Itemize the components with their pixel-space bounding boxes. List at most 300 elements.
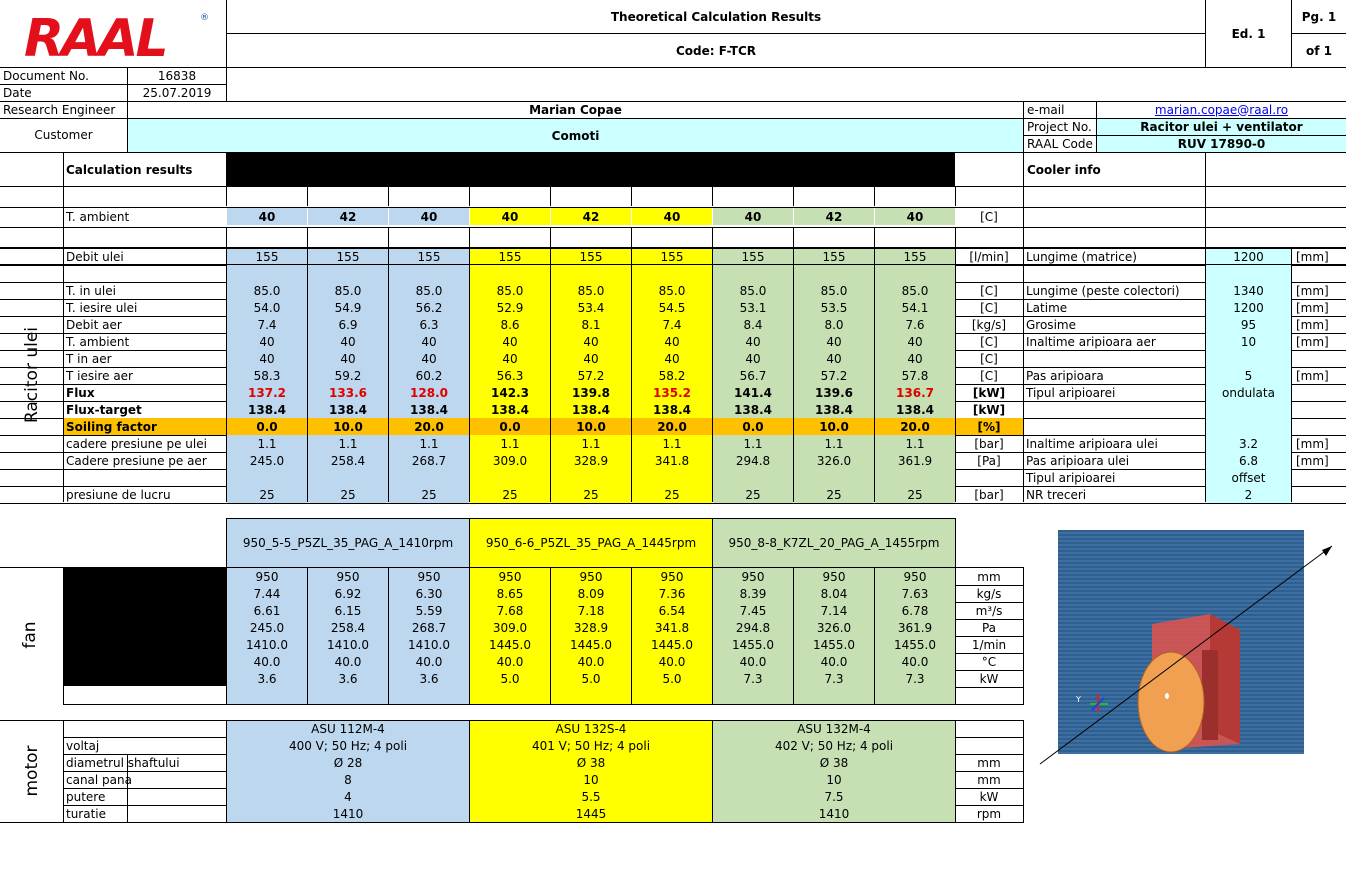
row-value: 1.1 (632, 435, 712, 452)
row-unit: [C] (980, 300, 998, 315)
row-value: 40 (551, 333, 631, 350)
row-value: 40 (227, 350, 307, 367)
row-value: 25 (551, 486, 631, 503)
calc-results-title: Calculation results (66, 162, 193, 177)
fan-value: 326.0 (794, 619, 874, 636)
cooler-value (1206, 401, 1291, 418)
row-value: 40 (713, 350, 793, 367)
cooler-unit (1293, 401, 1346, 418)
row-unit: [C] (980, 334, 998, 349)
row-value: 1.1 (470, 435, 550, 452)
ambient-value: 40 (227, 208, 307, 225)
row-value: 56.3 (470, 367, 550, 384)
page-total: of 1 (1306, 43, 1332, 58)
cooler-unit (1293, 486, 1346, 503)
motor-row-label: turatie (66, 806, 107, 821)
row-value: 40 (308, 333, 388, 350)
fan-unit: kg/s (976, 586, 1002, 601)
row-value: 6.9 (308, 316, 388, 333)
cooler-label: Tipul aripioarei (1026, 385, 1116, 400)
cooler-value (1206, 418, 1291, 435)
row-value: 59.2 (308, 367, 388, 384)
cooler-value (1206, 265, 1291, 282)
row-label: T. in ulei (66, 283, 116, 298)
row-value: 40 (632, 333, 712, 350)
row-label (63, 265, 226, 282)
fan-value: 950 (632, 568, 712, 585)
row-value: 20.0 (632, 418, 712, 435)
row-value: 25 (794, 486, 874, 503)
motor-unit: rpm (976, 806, 1002, 821)
motor-unit: mm (977, 755, 1001, 770)
row-value: 10.0 (308, 418, 388, 435)
row-value (551, 265, 631, 282)
row-label: Cadere presiune pe aer (66, 453, 207, 468)
row-value: 40 (551, 350, 631, 367)
fan-blank-cell (470, 687, 550, 704)
fan-value: 294.8 (713, 619, 793, 636)
fan-value: 6.92 (308, 585, 388, 602)
row-value: 25 (227, 486, 307, 503)
cooler-label (1023, 401, 1204, 418)
fan-value: 3.6 (227, 670, 307, 687)
row-value: 58.3 (227, 367, 307, 384)
motor-value: Ø 38 (470, 754, 712, 771)
row-value: 136.7 (875, 384, 955, 401)
row-value: 155 (632, 248, 712, 265)
row-value (713, 265, 793, 282)
motor-model: ASU 132M-4 (713, 721, 955, 737)
row-unit (955, 469, 1023, 486)
row-value: 138.4 (470, 401, 550, 418)
row-value: 57.2 (551, 367, 631, 384)
row-unit: [C] (980, 351, 998, 366)
fan-value: 40.0 (794, 653, 874, 670)
fan-value: 950 (713, 568, 793, 585)
cooler-fan-3d-icon (1030, 530, 1346, 775)
row-unit: [l/min] (969, 249, 1009, 264)
row-value: 57.2 (794, 367, 874, 384)
row-value (713, 469, 793, 486)
motor-row-label: canal pana (66, 772, 132, 787)
row-label: T in aer (66, 351, 112, 366)
row-value: 135.2 (632, 384, 712, 401)
fan-value: 7.45 (713, 602, 793, 619)
row-value: 40 (389, 333, 469, 350)
cooler-unit (1293, 350, 1346, 367)
row-value: 54.9 (308, 299, 388, 316)
cooler-unit: [mm] (1296, 249, 1329, 264)
row-value: 20.0 (875, 418, 955, 435)
row-value: 85.0 (713, 282, 793, 299)
fan-value: 950 (227, 568, 307, 585)
cooler-value: ondulata (1206, 384, 1291, 401)
fan-blank-cell (389, 687, 469, 704)
row-value: 7.4 (632, 316, 712, 333)
row-value (470, 265, 550, 282)
row-unit (955, 265, 1023, 282)
motor-unit: mm (977, 772, 1001, 787)
fan-value: 950 (794, 568, 874, 585)
fan-value: 268.7 (389, 619, 469, 636)
row-value (632, 469, 712, 486)
cooler-value: 1200 (1206, 299, 1291, 316)
row-value: 58.2 (632, 367, 712, 384)
ambient-value: 40 (875, 208, 955, 225)
fan-value: 6.30 (389, 585, 469, 602)
motor-value: 1410 (227, 805, 469, 822)
motor-row-label: putere (66, 789, 106, 804)
motor-value: 10 (713, 771, 955, 788)
row-unit: [C] (980, 368, 998, 383)
row-value: 361.9 (875, 452, 955, 469)
row-label: presiune de lucru (66, 487, 171, 502)
cooler-unit: [mm] (1296, 453, 1329, 468)
fan-value: 5.0 (551, 670, 631, 687)
cooler-value: 10 (1206, 333, 1291, 350)
cooler-label (1023, 350, 1204, 367)
row-value (794, 265, 874, 282)
row-value (875, 469, 955, 486)
cooler-label: Tipul aripioarei (1026, 470, 1116, 485)
row-value: 1.1 (227, 435, 307, 452)
cooler-label: Inaltime aripioara ulei (1026, 436, 1158, 451)
fan-value: 7.3 (794, 670, 874, 687)
row-label: T. iesire ulei (66, 300, 138, 315)
row-value: 245.0 (227, 452, 307, 469)
cooler-value: 6.8 (1206, 452, 1291, 469)
row-value: 294.8 (713, 452, 793, 469)
row-value: 85.0 (470, 282, 550, 299)
ambient-value: 40 (713, 208, 793, 225)
row-value: 25 (875, 486, 955, 503)
row-value: 54.5 (632, 299, 712, 316)
row-unit: [C] (980, 283, 998, 298)
fan-value: 1455.0 (713, 636, 793, 653)
engineer-label: Research Engineer (3, 102, 116, 117)
fan-param-labels-hidden (63, 568, 226, 686)
fan-value: 1445.0 (470, 636, 550, 653)
row-value: 326.0 (794, 452, 874, 469)
row-label: Soiling factor (63, 418, 226, 435)
row-value: 10.0 (551, 418, 631, 435)
fan-value: 1445.0 (551, 636, 631, 653)
row-value: 155 (551, 248, 631, 265)
row-value: 155 (875, 248, 955, 265)
row-value: 40 (794, 350, 874, 367)
fan-value: 3.6 (308, 670, 388, 687)
motor-label: motor (22, 745, 42, 797)
motor-value: 400 V; 50 Hz; 4 poli (227, 737, 469, 754)
motor-value: 7.5 (713, 788, 955, 805)
row-value: 0.0 (713, 418, 793, 435)
fan-value: 40.0 (308, 653, 388, 670)
cooler-label (1023, 418, 1204, 435)
customer-label: Customer (34, 128, 93, 142)
fan-value: 7.44 (227, 585, 307, 602)
row-unit: [kW] (972, 402, 1006, 417)
row-value: 25 (713, 486, 793, 503)
row-label: T iesire aer (66, 368, 133, 383)
row-value: 54.0 (227, 299, 307, 316)
report-title: Theoretical Calculation Results (610, 9, 822, 24)
row-value: 133.6 (308, 384, 388, 401)
fan-value: 361.9 (875, 619, 955, 636)
fan-value: 8.04 (794, 585, 874, 602)
cooler-unit (1293, 418, 1346, 435)
fan-blank-cell (308, 687, 388, 704)
row-value: 155 (308, 248, 388, 265)
cooler-unit: [mm] (1296, 436, 1329, 451)
cooler-unit (1293, 384, 1346, 401)
project-label: Project No. (1027, 119, 1092, 134)
fan-blank-cell (794, 687, 874, 704)
row-value: 139.6 (794, 384, 874, 401)
svg-text:®: ® (200, 12, 209, 23)
row-label (63, 469, 226, 486)
fan-value: 1410.0 (227, 636, 307, 653)
row-value (470, 469, 550, 486)
raal-logo-icon (18, 6, 209, 69)
row-value: 1.1 (551, 435, 631, 452)
row-value: 0.0 (470, 418, 550, 435)
row-value: 40 (308, 350, 388, 367)
fan-unit: m³/s (975, 603, 1003, 618)
fan-value: 5.0 (632, 670, 712, 687)
fan-value: 40.0 (470, 653, 550, 670)
ambient-unit: [C] (980, 209, 998, 224)
fan-value: 950 (470, 568, 550, 585)
edition: Ed. 1 (1231, 26, 1266, 41)
fan-unit: kW (979, 671, 999, 686)
motor-value: Ø 28 (227, 754, 469, 771)
row-value: 155 (794, 248, 874, 265)
row-value: 8.4 (713, 316, 793, 333)
motor-unit (955, 737, 1023, 754)
row-value: 8.6 (470, 316, 550, 333)
customer-name: Comoti (128, 119, 1023, 152)
row-value: 141.4 (713, 384, 793, 401)
row-value: 53.5 (794, 299, 874, 316)
row-value: 309.0 (470, 452, 550, 469)
motor-value: 1410 (713, 805, 955, 822)
cooler-unit: [mm] (1296, 283, 1329, 298)
row-value: 138.4 (713, 401, 793, 418)
ambient-row-label: T. ambient (66, 209, 130, 224)
fan-value: 1455.0 (875, 636, 955, 653)
cooler-info-title: Cooler info (1027, 162, 1101, 177)
raal-code-value: RUV 17890-0 (1097, 136, 1346, 152)
row-value: 155 (389, 248, 469, 265)
ambient-value: 40 (389, 208, 469, 225)
row-value: 40 (632, 350, 712, 367)
row-unit: [kW] (972, 385, 1006, 400)
ambient-value: 40 (470, 208, 550, 225)
row-value: 25 (389, 486, 469, 503)
row-value: 40 (713, 333, 793, 350)
row-value: 20.0 (389, 418, 469, 435)
row-value: 85.0 (794, 282, 874, 299)
cooler-unit (1293, 265, 1346, 282)
fan-value: 8.65 (470, 585, 550, 602)
fan-value: 1445.0 (632, 636, 712, 653)
fan-value: 5.0 (470, 670, 550, 687)
row-value: 6.3 (389, 316, 469, 333)
row-value: 1.1 (713, 435, 793, 452)
motor-value: 402 V; 50 Hz; 4 poli (713, 737, 955, 754)
engineer-name: Marian Copae (529, 102, 622, 117)
row-value (308, 265, 388, 282)
row-value: 155 (227, 248, 307, 265)
cooler-label (1023, 265, 1204, 282)
fan-unit: mm (977, 569, 1001, 584)
form-code: Code: F-TCR (675, 43, 757, 58)
fan-value: 6.15 (308, 602, 388, 619)
row-value: 138.4 (875, 401, 955, 418)
motor-value: Ø 38 (713, 754, 955, 771)
fan-value: 258.4 (308, 619, 388, 636)
email-link[interactable]: marian.copae@raal.ro (1154, 102, 1289, 117)
document-no-label: Document No. (3, 68, 89, 83)
cooler-label: Lungime (matrice) (1026, 249, 1137, 264)
motor-row-label: voltaj (66, 738, 100, 753)
cooler-unit: [mm] (1296, 317, 1329, 332)
fan-blank-cell (551, 687, 631, 704)
cooler-label: NR treceri (1026, 487, 1087, 502)
motor-unit: kW (979, 789, 999, 804)
ambient-value: 40 (632, 208, 712, 225)
row-value (227, 469, 307, 486)
fan-value: 40.0 (875, 653, 955, 670)
row-value: 1.1 (875, 435, 955, 452)
fan-value: 8.09 (551, 585, 631, 602)
row-value: 85.0 (308, 282, 388, 299)
row-value: 139.8 (551, 384, 631, 401)
cooler-value (1206, 350, 1291, 367)
row-unit: [Pa] (977, 453, 1001, 468)
cooler-label: Lungime (peste colectori) (1026, 283, 1180, 298)
row-value: 341.8 (632, 452, 712, 469)
fan-value: 7.63 (875, 585, 955, 602)
row-value: 258.4 (308, 452, 388, 469)
fan-model: 950_8-8_K7ZL_20_PAG_A_1455rpm (713, 519, 955, 567)
fan-value: 40.0 (713, 653, 793, 670)
cooler-value: 1340 (1206, 282, 1291, 299)
row-value: 53.4 (551, 299, 631, 316)
fan-value: 328.9 (551, 619, 631, 636)
row-unit: [bar] (974, 487, 1004, 502)
motor-value: 1445 (470, 805, 712, 822)
row-label: Debit ulei (66, 249, 124, 264)
row-label: Debit aer (66, 317, 122, 332)
row-value: 40 (389, 350, 469, 367)
row-label: cadere presiune pe ulei (66, 436, 207, 451)
cooler-value: 3.2 (1206, 435, 1291, 452)
row-value: 40 (470, 350, 550, 367)
cooler-label: Latime (1026, 300, 1068, 315)
fan-unit: °C (981, 654, 997, 669)
row-unit: [%] (955, 418, 1023, 435)
fan-value: 7.36 (632, 585, 712, 602)
row-value: 155 (713, 248, 793, 265)
row-label: Flux (66, 385, 95, 400)
cooler-label: Grosime (1026, 317, 1076, 332)
row-unit: [bar] (974, 436, 1004, 451)
row-value (632, 265, 712, 282)
fan-value: 40.0 (632, 653, 712, 670)
motor-row-label: diametrul shaftului (66, 755, 180, 770)
row-value: 85.0 (389, 282, 469, 299)
row-value: 328.9 (551, 452, 631, 469)
cooler-3d-image (1030, 530, 1346, 775)
row-value: 53.1 (713, 299, 793, 316)
motor-value: 4 (227, 788, 469, 805)
cooler-label: Inaltime aripioara aer (1026, 334, 1156, 349)
fan-value: 950 (875, 568, 955, 585)
fan-value: 8.39 (713, 585, 793, 602)
row-value (389, 265, 469, 282)
row-value: 268.7 (389, 452, 469, 469)
fan-value: 3.6 (389, 670, 469, 687)
fan-value: 40.0 (389, 653, 469, 670)
row-value: 1.1 (794, 435, 874, 452)
row-value: 138.4 (632, 401, 712, 418)
cooler-unit (1293, 469, 1346, 486)
fan-value: 40.0 (551, 653, 631, 670)
date-label: Date (3, 85, 32, 100)
row-value: 8.0 (794, 316, 874, 333)
motor-model: ASU 132S-4 (470, 721, 712, 737)
row-unit: [kg/s] (971, 317, 1007, 332)
fan-label: fan (20, 621, 40, 649)
row-label: Flux-target (66, 402, 142, 417)
row-value: 25 (470, 486, 550, 503)
svg-text:RAAL: RAAL (24, 8, 166, 69)
row-value: 138.4 (551, 401, 631, 418)
fan-value: 245.0 (227, 619, 307, 636)
document-no-value: 16838 (157, 68, 197, 83)
page-number: Pg. 1 (1301, 9, 1337, 24)
row-value (389, 469, 469, 486)
cooler-label: Pas aripioara ulei (1026, 453, 1130, 468)
cooler-value: 2 (1206, 486, 1291, 503)
motor-value: 8 (227, 771, 469, 788)
row-value: 10.0 (794, 418, 874, 435)
row-value: 1.1 (308, 435, 388, 452)
row-value: 25 (632, 486, 712, 503)
fan-value: 950 (308, 568, 388, 585)
row-value (875, 265, 955, 282)
row-value: 40 (794, 333, 874, 350)
row-label: T. ambient (66, 334, 130, 349)
cooler-value: 1200 (1206, 248, 1291, 265)
fan-value: 7.3 (875, 670, 955, 687)
row-value: 1.1 (389, 435, 469, 452)
fan-model: 950_5-5_P5ZL_35_PAG_A_1410rpm (227, 519, 469, 567)
row-value: 138.4 (794, 401, 874, 418)
fan-value: 7.68 (470, 602, 550, 619)
fan-value: 7.14 (794, 602, 874, 619)
motor-value: 10 (470, 771, 712, 788)
row-value (308, 469, 388, 486)
row-value: 40 (470, 333, 550, 350)
project-value: Racitor ulei + ventilator (1097, 119, 1346, 135)
ambient-value: 42 (551, 208, 631, 225)
black-header-bar (226, 153, 955, 186)
fan-unit: 1/min (971, 637, 1007, 652)
row-value: 56.7 (713, 367, 793, 384)
fan-value: 950 (551, 568, 631, 585)
